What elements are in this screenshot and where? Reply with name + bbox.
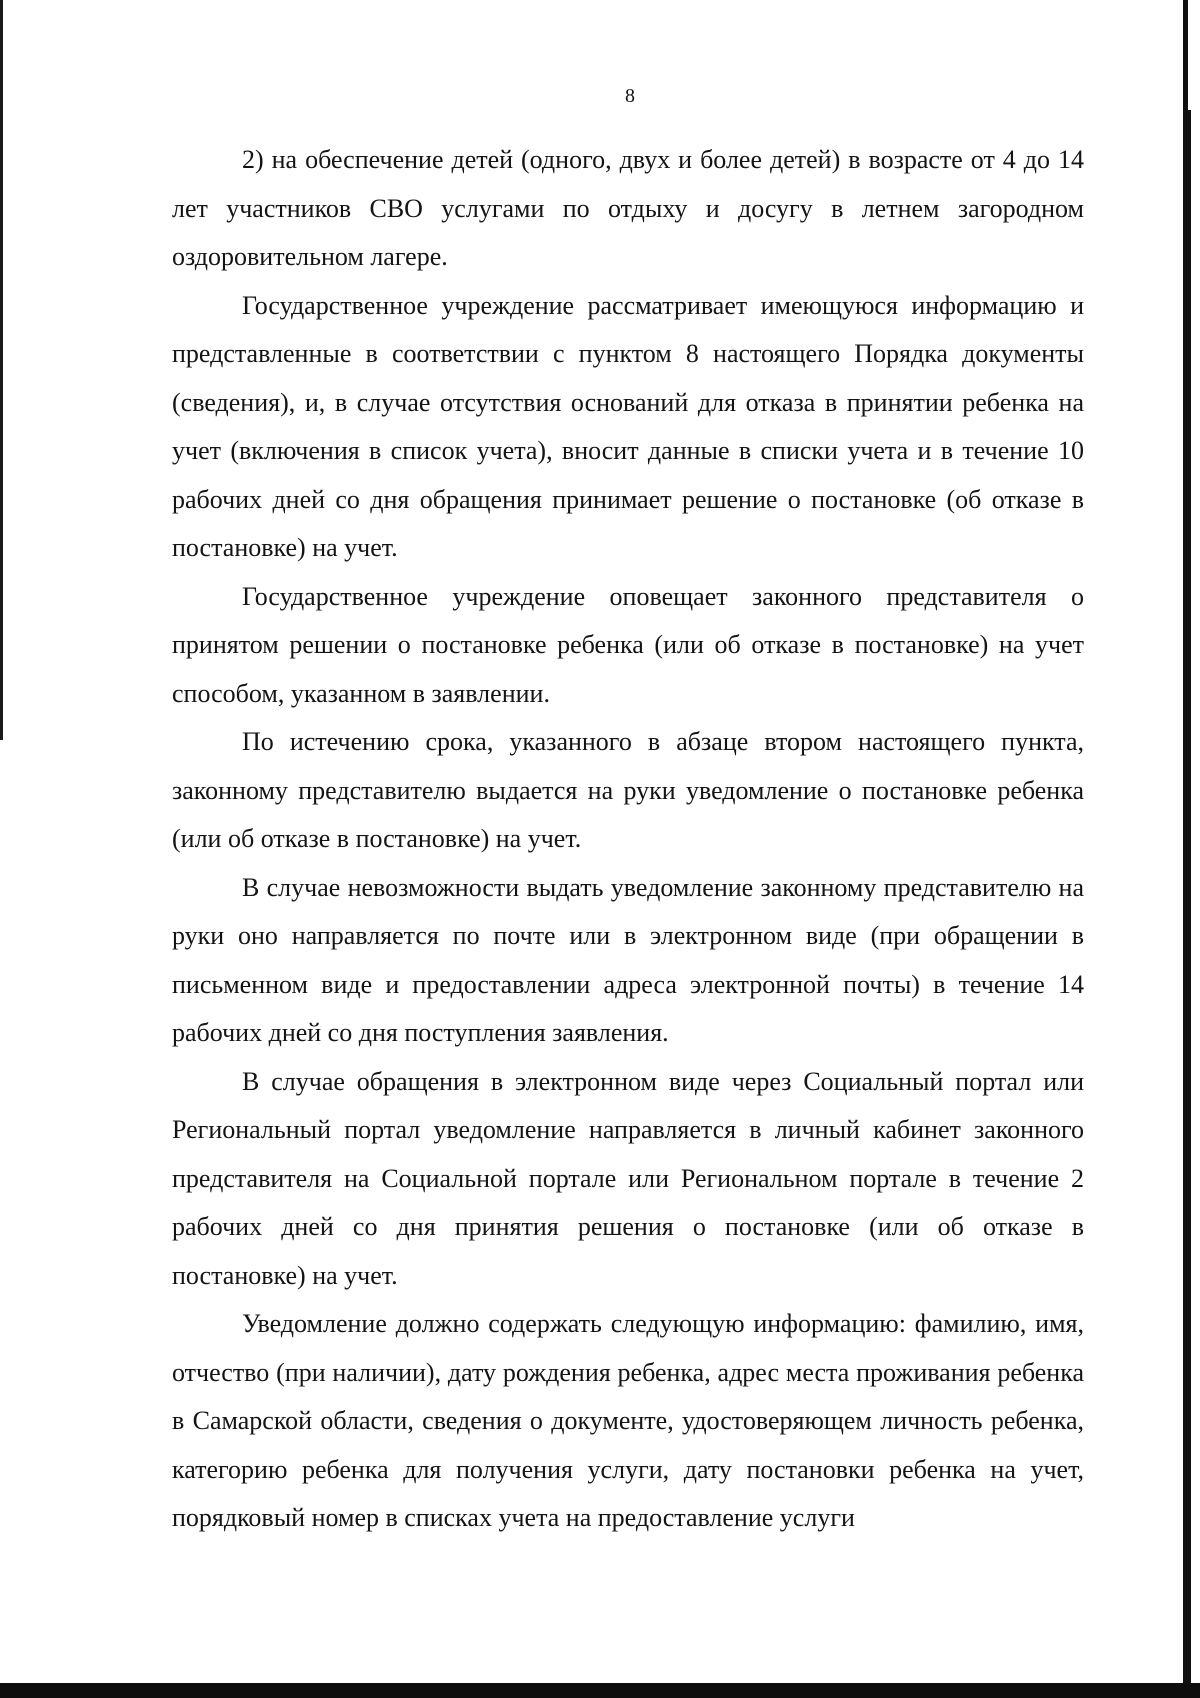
paragraph-notify-representative: Государственное учреждение оповещает законного представителя о принятом решении о постановке ребенка (или об отказе в постановке) на учет способом, указанном в заявлении. xyxy=(172,581,1084,708)
paragraph-mail-electronic: В случае невозможности выдать уведомление законному представителю на руки оно направляется по почте или в электронном виде (при обращении в письменном виде и предоставлении адреса электронной почты) в течение 14 рабочих дней со дня поступления заявления. xyxy=(172,872,1084,1047)
paragraph-portal-cabinet: В случае обращения в электронном виде через Социальный портал или Региональный портал уведомление направляется в личный кабинет законного представителя на Социальной портале или Региональном портале в течение 2 рабочих дней со дня принятия решения о постановке (или об отказе в постановке) на учет. xyxy=(172,1066,1084,1290)
paragraph-review-decision: Государственное учреждение рассматривает имеющуюся информацию и представленные в соответствии с пунктом 8 настоящего Порядка документы (сведения), и, в случае отсутствия оснований для отказа в принятии ребенка на учет (включения в список учета), вносит данные в списки учета и в течение 10 рабочих дней со дня обращения принимает решение о постановке (об отказе в постановке) на учет. xyxy=(172,290,1084,562)
paragraph-notice-content: Уведомление должно содержать следующую информацию: фамилию, имя, отчество (при наличии), дату рождения ребенка, адрес места проживания ребенка в Самарской области, сведения о документе, удостоверяющем личность ребенка, категорию ребенка для получения услуги, дату постановки ребенка на учет, порядковый номер в списках учета на предоставление услуги xyxy=(172,1309,1084,1532)
scan-border-bottom xyxy=(0,1683,1200,1698)
scan-border-right-shadow xyxy=(1188,110,1191,1698)
scan-border-left xyxy=(0,0,3,740)
paragraph-handover-notice: По истечению срока, указанного в абзаце втором настоящего пункта, законному представителю выдается на руки уведомление о постановке ребенка (или об отказе в постановке) на учет. xyxy=(172,727,1084,853)
document-body xyxy=(172,136,1084,1543)
paragraph-services-children: 2) на обеспечение детей (одного, двух и более детей) в возрасте от 4 до 14 лет участников СВО услугами по отдыху и досугу в летнем загородном оздоровительном лагере. xyxy=(172,145,1084,271)
page-number: 8 xyxy=(625,85,635,107)
